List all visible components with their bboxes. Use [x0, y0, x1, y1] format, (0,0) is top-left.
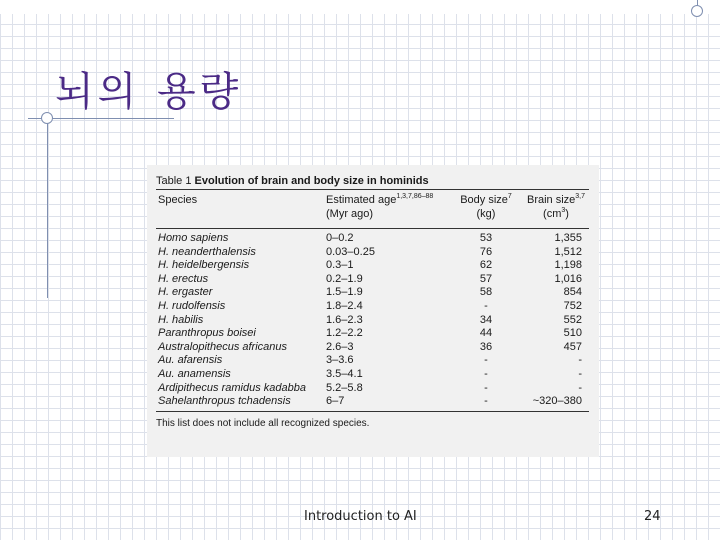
header-estimated-age: Estimated age$^{1,3,7,86-88}$ (Myr ago) [326, 193, 434, 220]
table-row [156, 246, 589, 260]
brain-size-cell: 457 [563, 340, 582, 353]
body-size-cell: - [484, 299, 488, 312]
age-cell: 5.2–5.8 [326, 381, 363, 394]
species-cell: Sahelanthropus tchadensis [158, 395, 291, 408]
brain-size-cell: - [578, 367, 582, 380]
table-row [156, 368, 589, 382]
species-cell: H. rudolfensis [158, 299, 226, 312]
table-row [156, 232, 589, 246]
table-row [156, 327, 589, 341]
species-cell: Paranthropus boisei [158, 327, 256, 340]
table-row [156, 382, 589, 396]
brain-size-cell: 552 [563, 313, 582, 326]
brain-size-cell: 1,512 [554, 245, 582, 258]
table-row [156, 314, 589, 328]
page-number: 24 [644, 509, 661, 524]
age-cell: 2.6–3 [326, 340, 354, 353]
age-cell: 1.2–2.2 [326, 327, 363, 340]
body-size-cell: - [484, 395, 488, 408]
brain-size-cell: - [578, 381, 582, 394]
species-cell: H. neanderthalensis [158, 245, 256, 258]
species-cell: Australopithecus africanus [158, 340, 288, 353]
brain-size-cell: ~320–380 [532, 395, 582, 408]
age-cell: 1.6–2.3 [326, 313, 363, 326]
top-band [0, 0, 720, 14]
brain-size-cell: 1,198 [554, 259, 582, 272]
decorative-vertical-line [47, 118, 48, 298]
age-cell: 1.5–1.9 [326, 286, 363, 299]
body-size-cell: - [484, 381, 488, 394]
age-cell: 3–3.6 [326, 354, 354, 367]
species-cell: Au. afarensis [158, 354, 223, 367]
species-cell: H. ergaster [158, 286, 213, 299]
table-footnote: This list does not include all recognized species. [156, 417, 370, 429]
table-caption-title: Evolution of brain and body size in hominids [194, 175, 429, 187]
age-cell: 0.2–1.9 [326, 272, 363, 285]
species-cell: H. heidelbergensis [158, 259, 250, 272]
body-size-cell: 53 [479, 232, 493, 244]
table-row [156, 341, 589, 355]
brain-size-cell: 1,355 [554, 232, 582, 244]
age-cell: 3.5–4.1 [326, 367, 363, 380]
brain-size-cell: 752 [563, 299, 582, 312]
hominid-table [156, 173, 589, 429]
body-size-cell: 57 [479, 272, 493, 285]
brain-size-cell: 1,016 [554, 272, 582, 285]
table-row [156, 300, 589, 314]
brain-size-cell: 854 [563, 286, 582, 299]
body-size-cell: - [484, 354, 488, 367]
body-size-cell: 58 [479, 286, 493, 299]
body-size-cell: 36 [479, 340, 493, 353]
species-cell: Au. anamensis [158, 367, 231, 380]
table-row [156, 354, 589, 368]
decorative-circle-icon [691, 5, 703, 17]
body-size-cell: 62 [479, 259, 493, 272]
table-row [156, 286, 589, 300]
age-cell: 0–0.2 [326, 232, 354, 244]
footer-course-title: Introduction to AI [304, 509, 417, 524]
table-row [156, 273, 589, 287]
age-cell: 1.8–2.4 [326, 299, 363, 312]
species-cell: Homo sapiens [158, 232, 229, 244]
header-brain-size: Brain size$^{3,7}$ $(cm^3)$ [526, 193, 586, 220]
table-body [156, 229, 589, 412]
body-size-cell: - [484, 367, 488, 380]
header-species: Species [158, 194, 198, 206]
table-caption-number: Table 1 [156, 175, 192, 187]
brain-size-cell: - [578, 354, 582, 367]
table-row [156, 395, 589, 409]
species-cell: H. erectus [158, 272, 209, 285]
body-size-cell: 44 [479, 327, 493, 340]
age-cell: 6–7 [326, 395, 345, 408]
slide-title: 뇌의 용량 [55, 69, 243, 115]
age-cell: 0.03–0.25 [326, 245, 375, 258]
brain-size-cell: 510 [563, 327, 582, 340]
species-cell: H. habilis [158, 313, 204, 326]
age-cell: 0.3–1 [326, 259, 354, 272]
decorative-circle-icon [41, 112, 53, 124]
header-body-size: Body size$^7$ (kg) [460, 193, 512, 220]
body-size-cell: 34 [479, 313, 493, 326]
species-cell: Ardipithecus ramidus kadabba [158, 381, 306, 394]
table-row [156, 259, 589, 273]
table-figure [147, 165, 599, 457]
table-caption [156, 173, 589, 190]
table-header-row [156, 190, 589, 229]
body-size-cell: 76 [479, 245, 493, 258]
top-right-panel [648, 0, 720, 14]
